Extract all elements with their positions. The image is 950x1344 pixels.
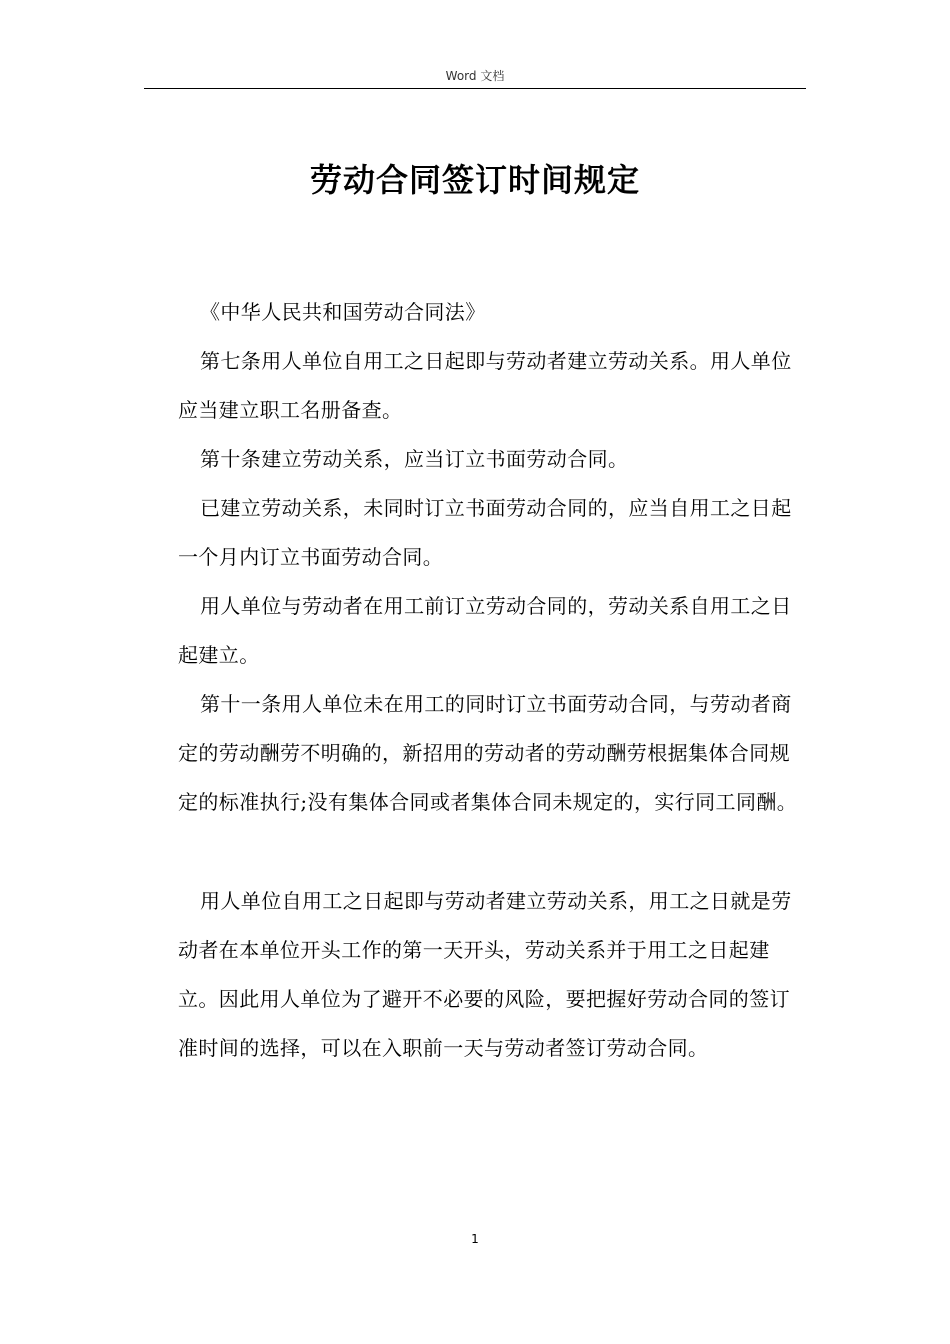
- document-title: 劳动合同签订时间规定: [309, 161, 640, 199]
- paragraph-law-name: 《中华人民共和国劳动合同法》: [200, 300, 486, 324]
- paragraph-article-7: 第七条用人单位自用工之日起即与劳动者建立劳动关系。用人单位应当建立职工名册备查。: [178, 349, 792, 422]
- paragraph-article-10-clause-2: 已建立劳动关系，未同时订立书面劳动合同的，应当自用工之日起一个月内订立书面劳动合同。: [178, 496, 792, 569]
- paragraph-article-10: 第十条建立劳动关系，应当订立书面劳动合同。: [200, 447, 629, 471]
- document-body: [178, 288, 803, 1073]
- paragraph-article-10-clause-3: 用人单位与劳动者在用工前订立劳动合同的，劳动关系自用工之日起建立。: [178, 594, 792, 667]
- page-number: 1: [471, 1232, 479, 1246]
- paragraph-article-11: 第十一条用人单位未在用工的同时订立书面劳动合同，与劳动者商定的劳动酬劳不明确的，新招用的劳动者的劳动酬劳根据集体合同规定的标准执行;没有集体合同或者集体合同未规定的，实行同工同酬。: [178, 692, 798, 814]
- page-header: [144, 68, 806, 89]
- header-text: Word 文档: [445, 69, 505, 83]
- paragraph-explanation: 用人单位自用工之日起即与劳动者建立劳动关系，用工之日就是劳动者在本单位开头工作的第一天开头，劳动关系并于用工之日起建立。因此用人单位为了避开不必要的风险，要把握好劳动合同的签订准时间的选择，可以在入职前一天与劳动者签订劳动合同。: [178, 889, 792, 1060]
- paragraph-spacer: [178, 827, 803, 877]
